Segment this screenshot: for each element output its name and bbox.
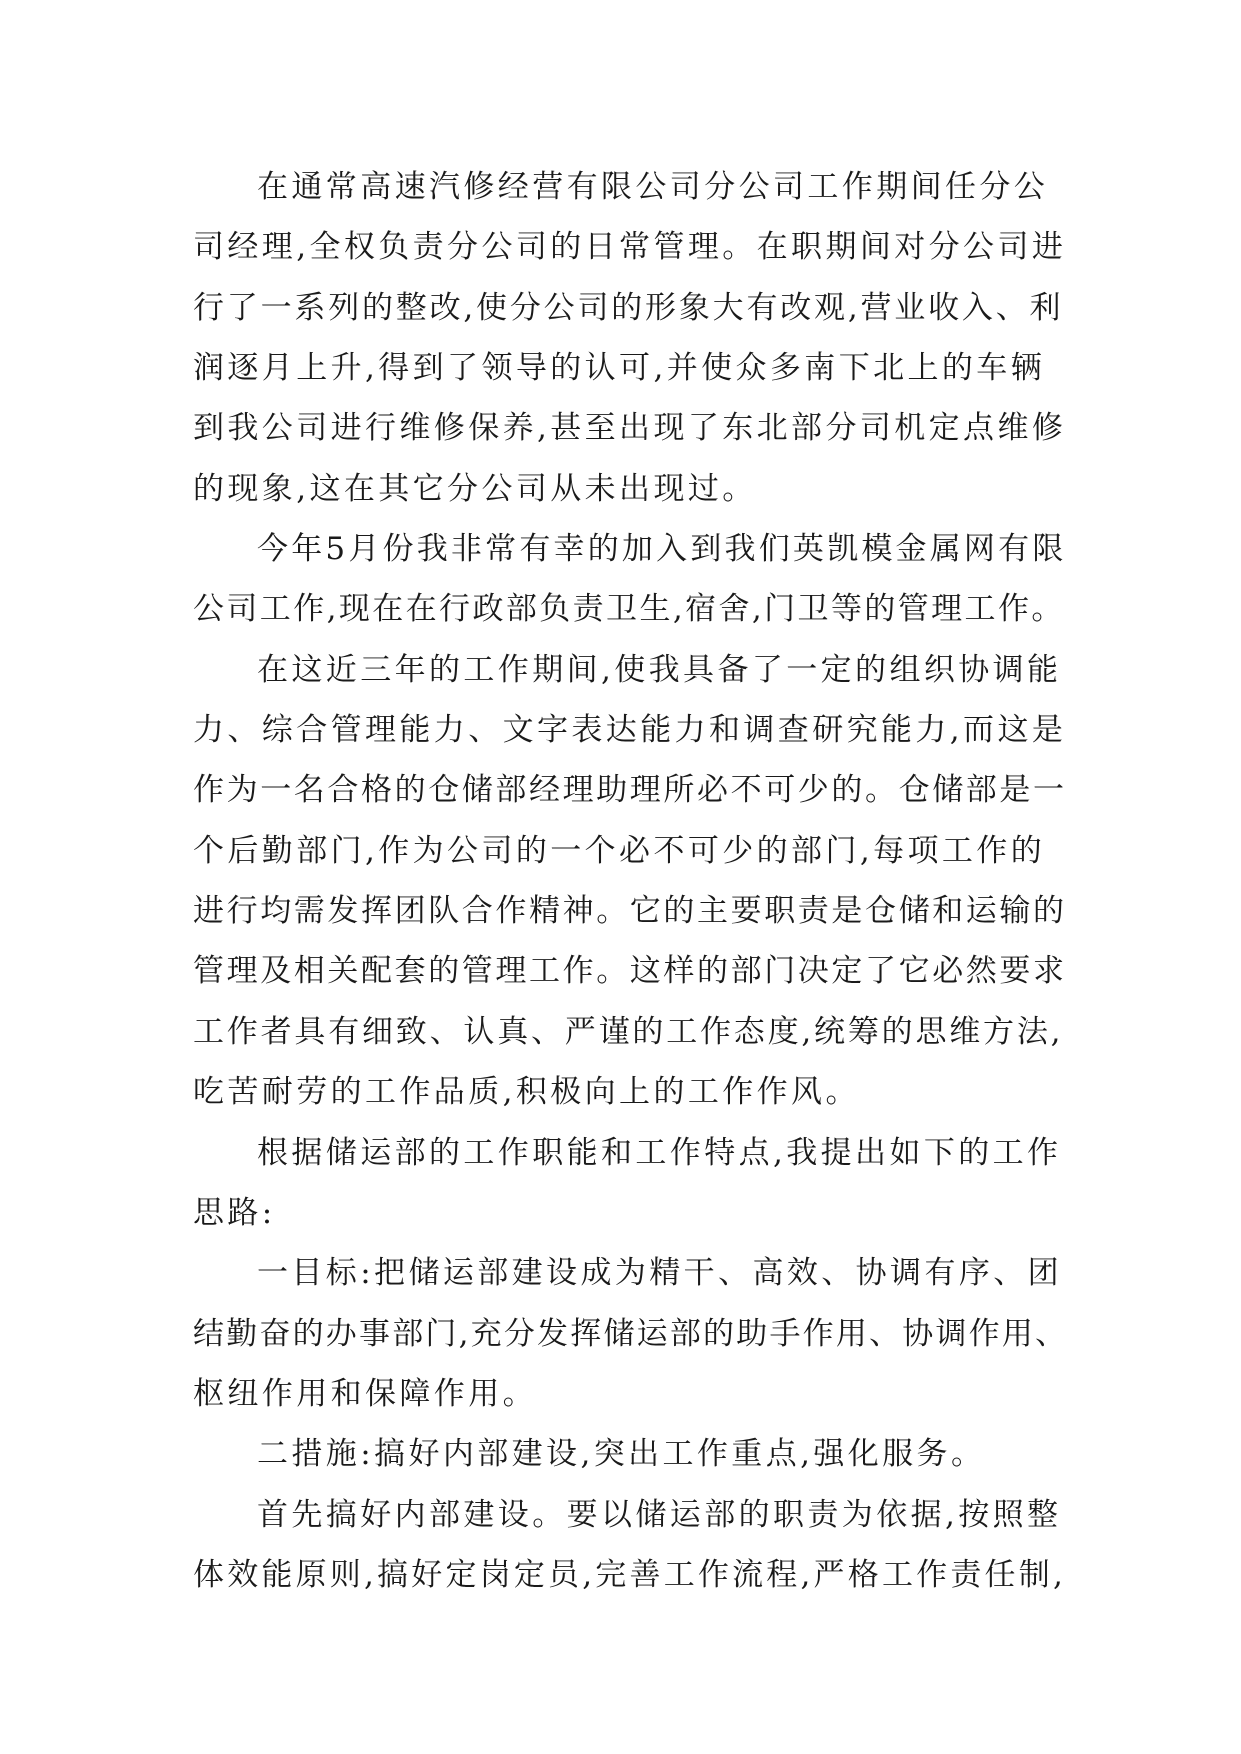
text-line: 司经理,全权负责分公司的日常管理。在职期间对分公司进 — [193, 229, 1067, 266]
text-line: 在这近三年的工作期间,使我具备了一定的组织协调能 — [257, 651, 1062, 688]
document-body — [193, 157, 1069, 1605]
text-line: 结勤奋的办事部门,充分发挥储运部的助手作用、协调作用、 — [193, 1315, 1069, 1352]
text-line: 管理及相关配套的管理工作。这样的部门决定了它必然要求 — [193, 953, 1067, 990]
text-line: 个后勤部门,作为公司的一个必不可少的部门,每项工作的 — [193, 832, 1046, 869]
text-line: 工作者具有细致、认真、严谨的工作态度,统筹的思维方法, — [193, 1013, 1064, 1050]
text-line: 根据储运部的工作职能和工作特点,我提出如下的工作 — [257, 1134, 1062, 1171]
text-line: 公司工作,现在在行政部负责卫生,宿舍,门卫等的管理工作。 — [193, 591, 1065, 628]
text-line: 润逐月上升,得到了领导的认可,并使众多南下北上的车辆 — [193, 350, 1046, 387]
text-line: 力、综合管理能力、文字表达能力和调查研究能力,而这是 — [193, 712, 1067, 749]
text-line: 二措施:搞好内部建设,突出工作重点,强化服务。 — [257, 1436, 986, 1473]
text-line: 吃苦耐劳的工作品质,积极向上的工作作风。 — [193, 1074, 860, 1111]
text-line: 思路: — [193, 1194, 276, 1231]
text-line: 在通常高速汽修经营有限公司分公司工作期间任分公 — [257, 169, 1049, 205]
text-line: 作为一名合格的仓储部经理助理所必不可少的。仓储部是一 — [193, 772, 1067, 809]
text-line: 体效能原则,搞好定岗定员,完善工作流程,严格工作责任制, — [193, 1556, 1067, 1593]
text-line: 行了一系列的整改,使分公司的形象大有改观,营业收入、利 — [193, 289, 1064, 326]
text-line: 首先搞好内部建设。要以储运部的职责为依据,按照整 — [257, 1496, 1062, 1533]
text-line: 进行均需发挥团队合作精神。它的主要职责是仓储和运输的 — [193, 893, 1067, 930]
text-line: 枢纽作用和保障作用。 — [193, 1375, 537, 1412]
text-line: 一目标:把储运部建设成为精干、高效、协调有序、团 — [257, 1255, 1063, 1292]
text-line: 到我公司进行维修保养,甚至出现了东北部分司机定点维修 — [193, 410, 1067, 447]
text-line: 今年5月份我非常有幸的加入到我们英凯模金属网有限 — [257, 531, 1067, 568]
text-line: 的现象,这在其它分公司从未出现过。 — [193, 470, 757, 507]
